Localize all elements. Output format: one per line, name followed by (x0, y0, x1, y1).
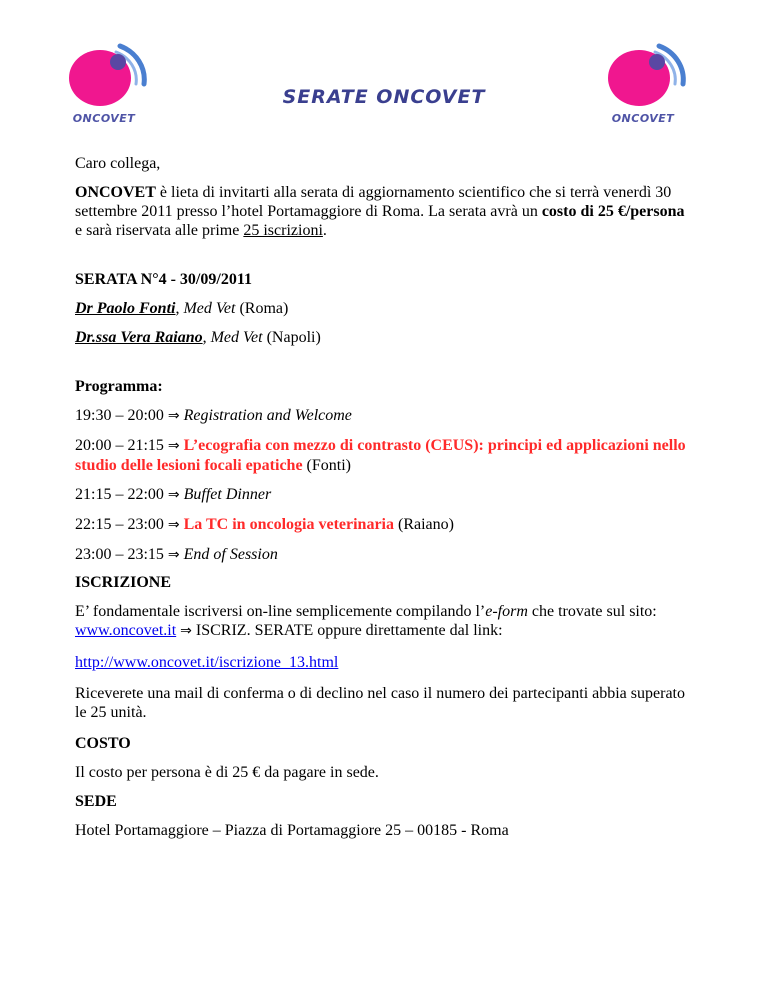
program-item (75, 545, 695, 565)
speaker-name: Dr Paolo Fonti (75, 300, 176, 317)
sede-heading: SEDE (75, 793, 117, 810)
intro-text-2: e sarà riservata alle prime (75, 222, 244, 239)
registration-link[interactable]: http://www.oncovet.it/iscrizione_13.html (75, 654, 339, 671)
intro-paragraph (75, 183, 695, 240)
arrow-icon: ⇒ (167, 547, 180, 563)
eform-text: e-form (485, 603, 528, 620)
iscrizione-heading: ISCRIZIONE (75, 574, 172, 591)
intro-text-3: . (322, 222, 327, 239)
programma-heading: Programma: (75, 378, 163, 395)
program-label: Registration and Welcome (183, 407, 352, 424)
program-item (75, 436, 695, 475)
program-label: La TC in oncologia veterinaria (183, 516, 394, 533)
speaker-1: Dr Paolo Fonti, Med Vet (Roma) (75, 300, 289, 317)
arrow-icon: ⇒ (180, 623, 192, 639)
site-link[interactable]: www.oncovet.it (75, 622, 177, 639)
arrow-icon: ⇒ (167, 487, 180, 503)
program-item (75, 515, 695, 535)
sede-text: Hotel Portamaggiore – Piazza di Portamaggiore 25 – 00185 - Roma (75, 822, 509, 839)
speaker-2: Dr.ssa Vera Raiano, Med Vet (Napoli) (75, 329, 321, 346)
org-name: ONCOVET (75, 184, 156, 201)
program-time: 20:00 – 21:15 (75, 437, 164, 454)
program-label: L’ecografia con mezzo di contrasto (CEUS): principi ed applicazioni nello studio delle lesioni focali epatiche (75, 437, 686, 474)
greeting: Caro collega, (75, 155, 161, 172)
program-time: 21:15 – 22:00 (75, 486, 164, 503)
costo-heading: COSTO (75, 735, 131, 752)
intro-text-1: è lieta di invitarti alla serata di aggiornamento scientifico che si terrà venerdì 30 settembre 2011 presso l’hotel Portamaggiore di Roma. La serata avrà un (75, 184, 672, 220)
cost-highlight: costo di 25 €/persona (541, 203, 685, 220)
speaker-role: Med Vet (210, 329, 263, 346)
program-item (75, 406, 695, 426)
speaker-city: (Roma) (235, 300, 289, 317)
speaker-city: (Napoli) (262, 329, 321, 346)
program-suffix: (Fonti) (302, 457, 351, 474)
speaker-role: Med Vet (183, 300, 236, 317)
program-label: End of Session (183, 546, 278, 563)
iscrizione-text: E’ fondamentale iscriversi on-line semplicemente compilando l’e-form che trovate sul sito: www.oncovet.it ⇒ ISCRIZ. SERATE oppure direttamente dal link: (75, 603, 657, 639)
program-time: 22:15 – 23:00 (75, 516, 164, 533)
page-title: SERATE ONCOVET (282, 86, 486, 108)
arrow-icon: ⇒ (167, 408, 180, 424)
program-item (75, 485, 695, 505)
speaker-name: Dr.ssa Vera Raiano (75, 329, 203, 346)
costo-text: Il costo per persona è di 25 € da pagare in sede. (75, 764, 379, 781)
program-suffix: (Raiano) (394, 516, 454, 533)
program-time: 23:00 – 23:15 (75, 546, 164, 563)
iscrizione-url-paragraph (75, 653, 695, 672)
serata-heading: SERATA N°4 - 30/09/2011 (75, 271, 252, 288)
program-label: Buffet Dinner (183, 486, 272, 503)
limit-highlight: 25 iscrizioni (243, 222, 323, 239)
program-time: 19:30 – 20:00 (75, 407, 164, 424)
logo-text: ONCOVET (611, 112, 675, 125)
logo-text: ONCOVET (72, 112, 136, 125)
confirm-text: Riceverete una mail di conferma o di declino nel caso il numero dei partecipanti abbia superato le 25 unità. (75, 685, 685, 721)
arrow-icon: ⇒ (167, 438, 180, 454)
letter-body (75, 154, 695, 840)
arrow-icon: ⇒ (167, 517, 180, 533)
